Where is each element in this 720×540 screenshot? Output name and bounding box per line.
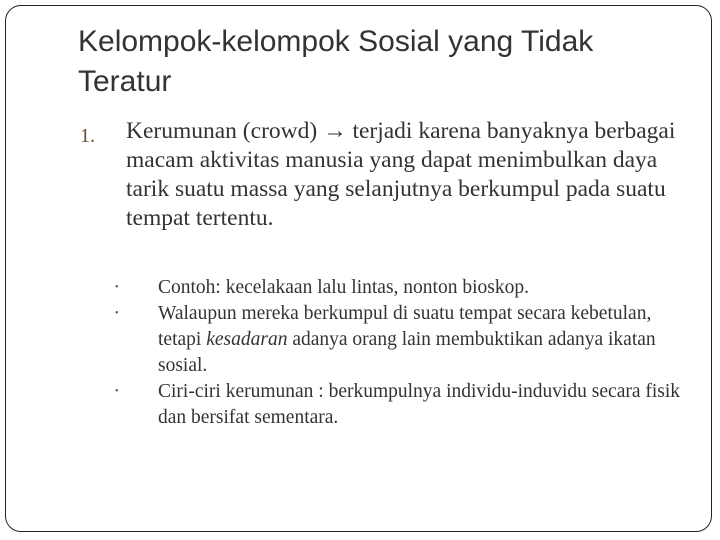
bullet-text-2-after: adanya orang lain membuktikan adanya ikatan sosial. <box>158 329 656 376</box>
bullet-item-2 <box>108 301 688 379</box>
bullet-dot-icon: • <box>115 386 119 397</box>
bullet-item-3 <box>108 379 688 431</box>
emphasis-word: kesadaran <box>206 329 288 350</box>
bullet-text-2-before: Walaupun mereka berkumpul di suatu tempat secara kebetulan, tetapi <box>158 303 652 350</box>
bullet-dot-icon: • <box>115 282 119 293</box>
bullet-list <box>108 275 688 431</box>
bullet-text-3: Ciri-ciri kerumunan : berkumpulnya individu-induvidu secara fisik dan bersifat sementara. <box>158 381 681 428</box>
bullet-dot-icon: • <box>115 308 119 319</box>
list-number: 1. <box>80 125 95 147</box>
bullet-text-1: Contoh: kecelakaan lalu lintas, nonton bioskop. <box>158 277 529 298</box>
bullet-item-1 <box>108 275 688 301</box>
numbered-item-text: Kerumunan (crowd) → terjadi karena banyaknya berbagai macam aktivitas manusia yang dapat menimbulkan daya tarik suatu massa yang selanjutnya berkumpul pada suatu tempat tertentu. <box>126 118 676 231</box>
slide-title: Kelompok-kelompok Sosial yang Tidak Teratur <box>78 25 594 98</box>
